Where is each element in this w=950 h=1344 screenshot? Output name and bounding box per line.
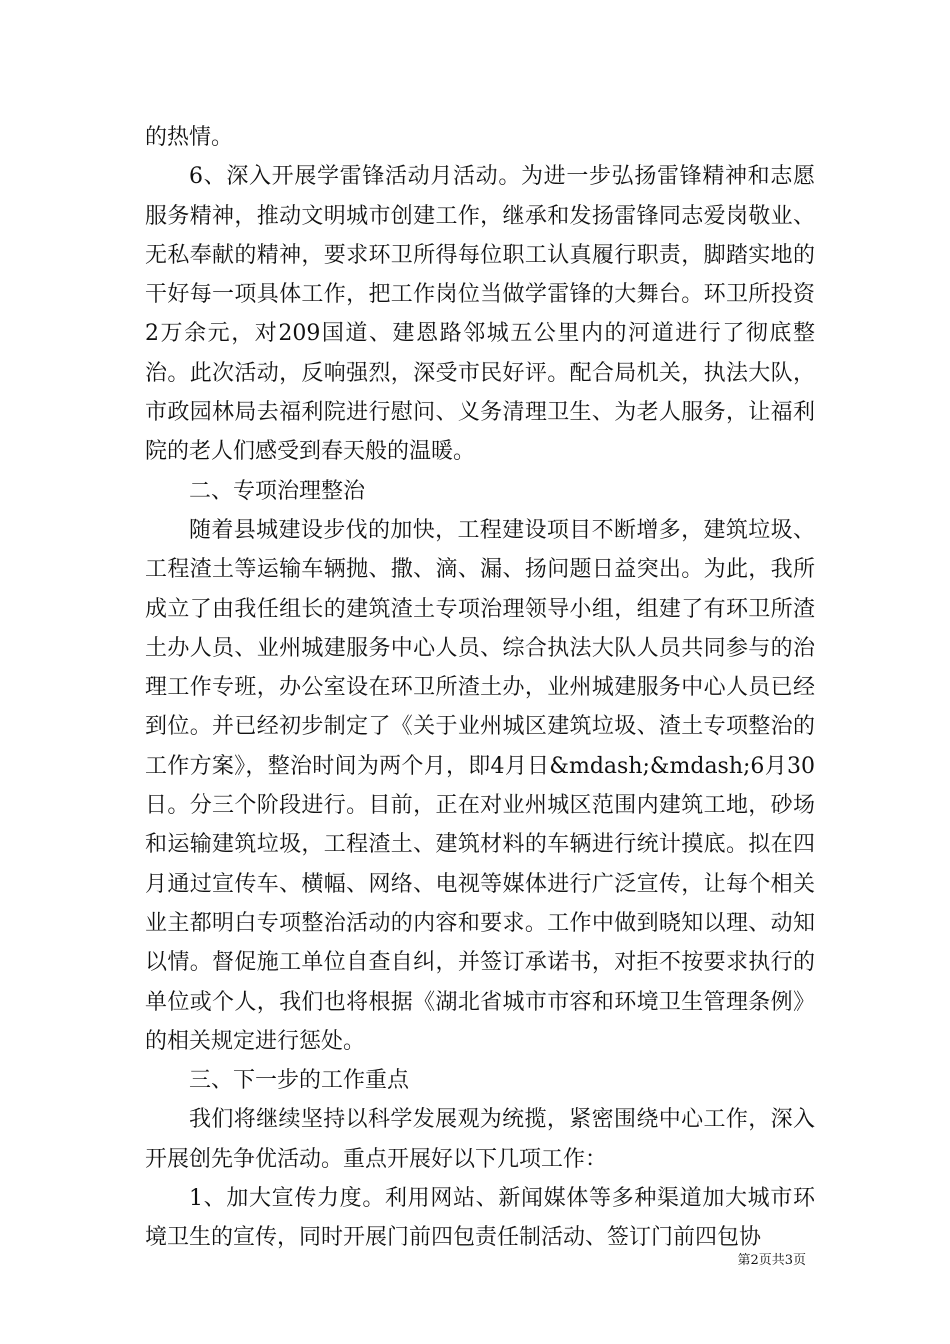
section-heading-special-governance: 二、专项治理整治 xyxy=(189,478,366,504)
paragraph-next-steps-intro: 我们将继续坚持以科学发展观为统揽，紧密围绕中心工作，深入开展创先争优活动。重点开展好以下几项工作： xyxy=(145,1107,815,1172)
paragraph-publicity: 1、加大宣传力度。利用网站、新闻媒体等多种渠道加大城市环境卫生的宣传，同时开展门前四包责任制活动、签订门前四包协 xyxy=(145,1186,815,1251)
paragraph-construction-waste: 随着县城建设步伐的加快，工程建设项目不断增多，建筑垃圾、工程渣土等运输车辆抛、撒、滴、漏、扬问题日益突出。为此，我所成立了由我任组长的建筑渣土专项治理领导小组，组建了有环卫所渣土办人员、业州城建服务中心人员、综合执法大队人员共同参与的治理工作专班，办公室设在环卫所渣土办，业州城建服务中心人员已经到位。并已经初步制定了《关于业州城区建筑垃圾、渣土专项整治的工作方案》，整治时间为两个月，即4月日&mdash;&mdash;6月30日。分三个阶段进行。目前，正在对业州城区范围内建筑工地，砂场和运输建筑垃圾，工程渣土、建筑材料的车辆进行统计摸底。拟在四月通过宣传车、横幅、网络、电视等媒体进行广泛宣传，让每个相关业主都明白专项整治活动的内容和要求。工作中做到晓知以理、动知以情。督促施工单位自查自纠，并签订承诺书，对拒不按要求执行的单位或个人，我们也将根据《湖北省城市市容和环境卫生管理条例》的相关规定进行惩处。 xyxy=(145,517,815,1054)
document-body xyxy=(145,118,815,1258)
section-heading-next-steps: 三、下一步的工作重点 xyxy=(189,1068,410,1094)
paragraph-lei-feng-activity: 6、深入开展学雷锋活动月活动。为进一步弘扬雷锋精神和志愿服务精神，推动文明城市创建工作，继承和发扬雷锋同志爱岗敬业、无私奉献的精神，要求环卫所得每位职工认真履行职责，脚踏实地的干好每一项具体工作，把工作岗位当做学雷锋的大舞台。环卫所投资2万余元，对209国道、建恩路邻城五公里内的河道进行了彻底整治。此次活动，反响强烈，深受市民好评。配合局机关，执法大队，市政园林局去福利院进行慰问、义务清理卫生、为老人服务，让福利院的老人们感受到春天般的温暖。 xyxy=(145,164,815,465)
paragraph-continuation: 的热情。 xyxy=(145,125,234,150)
page-number-footer: 第2页共3页 xyxy=(737,1253,806,1268)
